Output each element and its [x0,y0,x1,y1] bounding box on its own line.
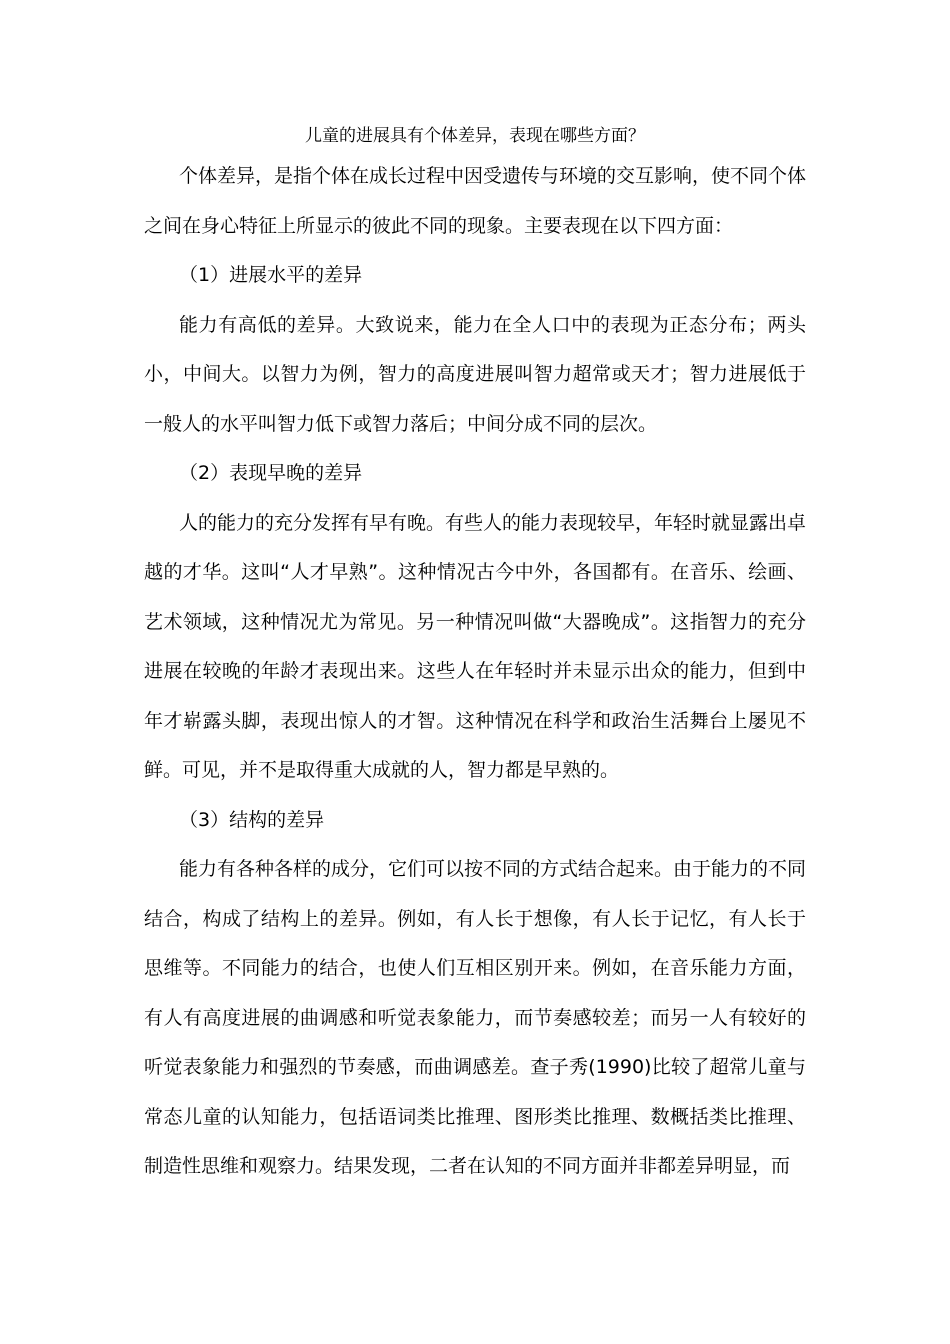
document-body [144,152,806,1192]
intro-paragraph: 个体差异，是指个体在成长过程中因受遗传与环境的交互影响，使不同个体之间在身心特征上所显示的彼此不同的现象。主要表现在以下四方面： [144,165,807,237]
section-3-paragraph: 能力有各种各样的成分，它们可以按不同的方式结合起来。由于能力的不同结合，构成了结构上的差异。例如，有人长于想像，有人长于记忆，有人长于思维等。不同能力的结合，也使人们互相区别开来。例如，在音乐能力方面，有人有高度进展的曲调感和听觉表象能力，而节奏感较差；而另一人有较好的听觉表象能力和强烈的节奏感，而曲调感差。查子秀(1990)比较了超常儿童与常态儿童的认知能力，包括语词类比推理、图形类比推理、数概括类比推理、制造性思维和观察力。结果发现，二者在认知的不同方面并非都差异明显，而 [144,858,807,1177]
document-title: 儿童的进展具有个体差异，表现在哪些方面？ [305,126,645,146]
section-1-paragraph: 能力有高低的差异。大致说来，能力在全人口中的表现为正态分布；两头小，中间大。以智力为例，智力的高度进展叫智力超常或天才；智力进展低于一般人的水平叫智力低下或智力落后；中间分成不同的层次。 [144,313,806,435]
section-2-heading: （2）表现早晚的差异 [179,462,363,484]
section-2-paragraph: 人的能力的充分发挥有早有晚。有些人的能力表现较早，年轻时就显露出卓越的才华。这叫“人才早熟”。这种情况古今中外，各国都有。在音乐、绘画、艺术领域，这种情况尤为常见。另一种情况叫做“大器晚成”。这指智力的充分进展在较晚的年龄才表现出来。这些人在年轻时并未显示出众的能力，但到中年才崭露头脚，表现出惊人的才智。这种情况在科学和政治生活舞台上屡见不鲜。可见，并不是取得重大成就的人，智力都是早熟的。 [144,511,807,781]
section-1-heading: （1）进展水平的差异 [179,264,363,286]
section-3-heading: （3）结构的差异 [179,808,325,831]
